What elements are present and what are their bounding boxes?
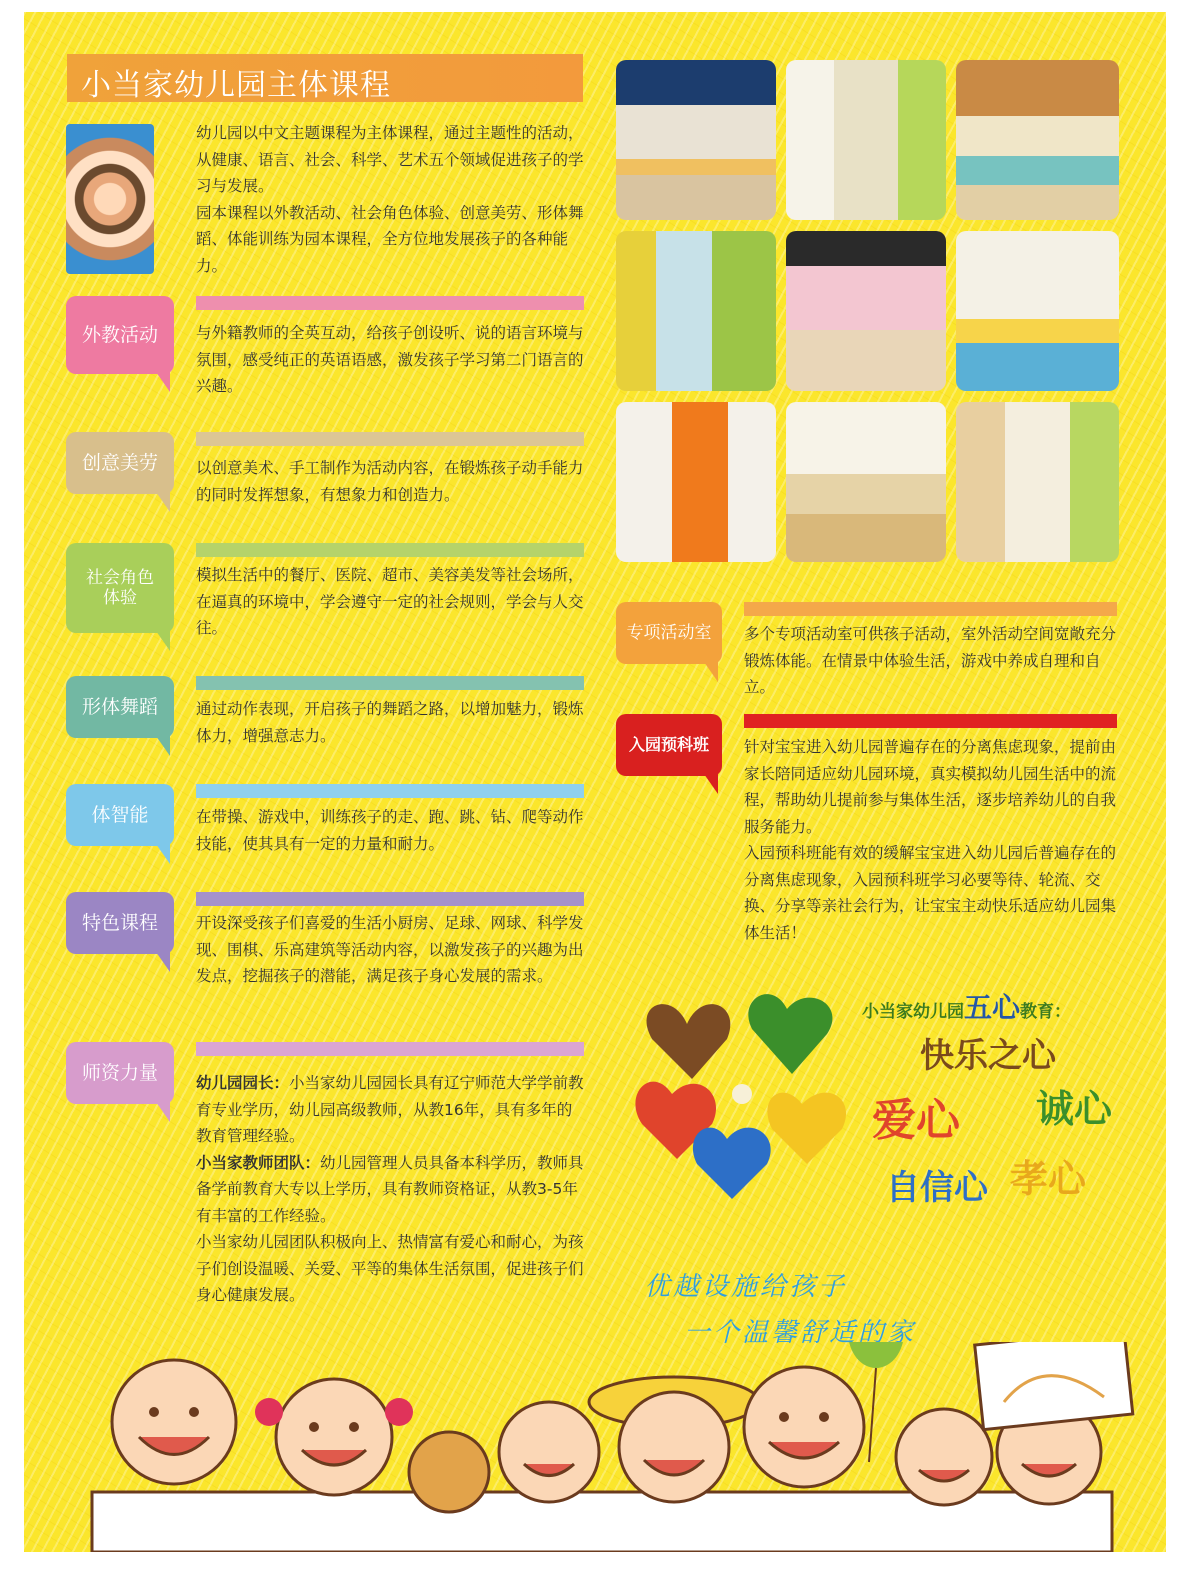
section-text-wudao: 通过动作表现，开启孩子的舞蹈之路，以增加魅力，锻炼体力，增强意志力。 [196,700,584,745]
yellow-heart-icon [767,1093,846,1164]
photo-classroom-2 [956,60,1119,220]
section-label-shizi: 师资力量 [81,1062,158,1084]
staff-paragraph-2 [196,1150,586,1230]
cartoon-kids-banner [64,1342,1144,1552]
photo-staircase [616,402,776,562]
section-badge-meilao [66,432,174,494]
word-aixin: 爱心 [872,1095,960,1146]
staff-paragraph-3 [196,1229,586,1309]
word-chengxin: 诚心 [1036,1087,1113,1131]
word-zixinxin: 自信心 [886,1168,988,1208]
section-text-waijiao: 与外籍教师的全英互动，给孩子创设听、说的语言环境与氛围，感受纯正的英语语感，激发孩子学习第二门语言的兴趣。 [196,324,584,395]
staff-text-3: 小当家幼儿园团队积极向上、热情富有爱心和耐心，为孩子们创设温暖、关爱、平等的集体生活氛围，促进孩子们身心健康发展。 [196,1233,584,1304]
photo-hallway-2 [956,402,1119,562]
five-hearts-title-big: 五心 [964,991,1021,1024]
five-hearts-graphic [632,984,862,1204]
yuke-paragraph-1: 针对宝宝进入幼儿园普遍存在的分离焦虑现象，提前由家长陪同适应幼儿园环境，真实模拟幼儿园生活中的流程，帮助幼儿提前参与集体生活，逐步培养幼儿的自我服务能力。 [744,738,1117,836]
section-label-waijiao: 外教活动 [81,324,158,346]
word-kuaile: 快乐之心 [920,1036,1056,1076]
photo-classroom-1 [616,60,776,220]
section-text-shehui: 模拟生活中的餐厅、医院、超市、美容美发等社会场所，在逼真的环境中，学会遵守一定的社会规则，学会与人交往。 [196,566,584,637]
section-badge-shehui [66,543,174,633]
section-bar-waijiao [196,296,584,310]
five-hearts-title-pre: 小当家幼儿园 [862,1002,964,1022]
section-label-tese: 特色课程 [81,912,158,934]
photo-classroom-4 [786,402,946,562]
five-hearts-title [862,986,1071,1026]
kid-hat-icon [589,1377,759,1502]
section-badge-wudao [66,676,174,738]
section-bar-tizhineng [196,784,584,798]
section-text-zhuanxiang: 多个专项活动室可供孩子活动，室外活动空间宽敞充分锻炼体能。在情景中体验生活，游戏中养成自理和自立。 [744,625,1117,696]
brochure-page [24,12,1166,1552]
section-bar-tese [196,892,584,906]
section-text-tese: 开设深受孩子们喜爱的生活小厨房、足球、网球、科学发现、围棋、乐高建筑等活动内容，以激发孩子的兴趣为出发点，挖掘孩子的潜能，满足孩子身心发展的需求。 [196,914,584,985]
kids-photo [66,124,154,274]
section-badge-tese [66,892,174,954]
photo-dining-room [786,231,946,391]
section-badge-zhuanxiang [616,602,722,664]
section-label-zhuanxiang: 专项活动室 [626,623,712,643]
green-heart-icon [748,994,832,1074]
staff-text-1: 小当家幼儿园园长具有辽宁师范大学学前教育专业学历，幼儿园高级教师，从教16年，具有多年的教育管理经验。 [196,1074,584,1145]
section-label-yuke: 入园预科班 [628,735,709,754]
staff-paragraph-1 [196,1070,586,1150]
kid-face-icon [744,1367,864,1487]
section-label-wudao: 形体舞蹈 [81,696,158,718]
brown-heart-icon [647,1004,731,1079]
section-bar-shehui [196,543,584,557]
hands-center-icon [732,1084,752,1104]
yuke-paragraph-2: 入园预科班能有效的缓解宝宝进入幼儿园后普遍存在的分离焦虑现象，入园预科班学习必要等待、轮流、交换、分享等亲社会行为，让宝宝主动快乐适应幼儿园集体生活！ [744,844,1117,942]
section-text-yuke [744,734,1119,946]
slogan-line-1: 优越设施给孩子 [644,1272,848,1302]
kid-face-icon [499,1402,599,1502]
section-bar-yuke [744,714,1117,728]
kid-face-icon [112,1360,236,1484]
section-bar-wudao [196,676,584,690]
section-text-meilao: 以创意美术、手工制作为活动内容，在锻炼孩子动手能力的同时发挥想象，有想象力和创造力。 [196,459,584,504]
section-badge-waijiao [66,296,174,374]
section-bar-zhuanxiang [744,602,1117,616]
kid-face-icon [255,1379,413,1495]
intro-text [196,120,586,279]
blue-heart-icon [693,1128,771,1199]
section-label-shehui: 社会角色体验 [86,568,154,608]
word-xiaoxin: 孝心 [1010,1157,1087,1201]
main-title-bar [67,54,583,102]
section-badge-tizhineng [66,784,174,846]
section-badge-shizi [66,1042,174,1104]
intro-paragraph-2: 园本课程以外教活动、社会角色体验、创意美劳、形体舞蹈、体能训练为园本课程，全方位地发展孩子的各种能力。 [196,203,584,275]
five-hearts-title-post: 教育： [1020,1002,1072,1022]
staff-text-2: 幼儿园管理人员具备本科学历，教师具备学前教育大专以上学历，具有教师资格证，从教3-5年有丰富的工作经验。 [196,1153,584,1225]
staff-text [196,1070,586,1309]
section-text-tizhineng: 在带操、游戏中，训练孩子的走、跑、跳、钻、爬等动作技能，使其具有一定的力量和耐力。 [196,808,584,853]
bear-icon [409,1432,489,1512]
drawing-board-icon [975,1342,1133,1430]
section-badge-yuke [616,714,722,776]
intro-paragraph-1: 幼儿园以中文主题课程为主体课程，通过主题性的活动，从健康、语言、社会、科学、艺术五个领域促进孩子的学习与发展。 [196,124,584,195]
slogan-line-2: 一个温馨舒适的家 [684,1318,917,1348]
section-label-tizhineng: 体智能 [91,804,149,826]
section-label-meilao: 创意美劳 [81,452,158,474]
photo-classroom-3 [616,231,776,391]
staff-label-1: 幼儿园园长： [196,1074,290,1092]
section-bar-meilao [196,432,584,446]
kid-face-icon [896,1409,992,1505]
section-bar-shizi [196,1042,584,1056]
main-title: 小当家幼儿园主体课程 [81,68,391,103]
photo-play-room [956,231,1119,391]
photo-hallway-1 [786,60,946,220]
staff-label-2: 小当家教师团队： [196,1153,321,1172]
